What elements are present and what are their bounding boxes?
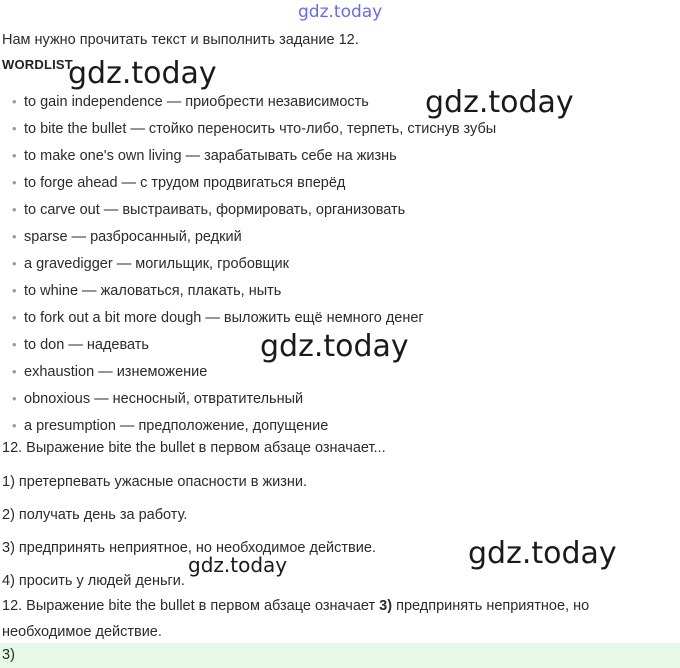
option-1: 1) претерпевать ужасные опасности в жизни. bbox=[2, 474, 308, 490]
watermark: gdz.today bbox=[425, 85, 574, 120]
watermark: gdz.today bbox=[68, 56, 217, 91]
list-item: • to whine — жаловаться, плакать, ныть bbox=[0, 280, 496, 307]
bullet-icon: • bbox=[12, 229, 17, 244]
list-item: • obnoxious — несносный, отвратительный bbox=[0, 388, 496, 415]
intro-text: Нам нужно прочитать текст и выполнить задание 12. bbox=[2, 32, 359, 48]
bullet-icon: • bbox=[12, 175, 17, 190]
answer-continuation: необходимое действие. bbox=[2, 624, 162, 640]
bullet-icon: • bbox=[12, 391, 17, 406]
bullet-icon: • bbox=[12, 310, 17, 325]
list-item: • to don — надевать bbox=[0, 334, 496, 361]
watermark: gdz.today bbox=[260, 329, 409, 364]
bullet-icon: • bbox=[12, 94, 17, 109]
list-item: • to carve out — выстраивать, формировать, организовать bbox=[0, 199, 496, 226]
bullet-icon: • bbox=[12, 121, 17, 136]
list-item: • to bite the bullet — стойко переносить что-либо, терпеть, стиснув зубы bbox=[0, 118, 496, 145]
final-answer-box bbox=[0, 643, 680, 668]
list-item: • sparse — разбросанный, редкий bbox=[0, 226, 496, 253]
final-answer: 3) bbox=[2, 647, 15, 663]
list-item: • a gravedigger — могильщик, гробовщик bbox=[0, 253, 496, 280]
option-2: 2) получать день за работу. bbox=[2, 507, 188, 523]
answer-statement: 12. Выражение bite the bullet в первом абзаце означает 3) предпринять неприятное, но bbox=[2, 598, 590, 614]
watermark: gdz.today bbox=[298, 2, 383, 22]
bullet-icon: • bbox=[12, 418, 17, 433]
list-item: • to forge ahead — с трудом продвигаться вперёд bbox=[0, 172, 496, 199]
list-item: • to make one's own living — зарабатывать себе на жизнь bbox=[0, 145, 496, 172]
watermark: gdz.today bbox=[468, 536, 617, 571]
wordlist-heading: WORDLIST bbox=[2, 57, 73, 72]
bullet-icon: • bbox=[12, 148, 17, 163]
bullet-icon: • bbox=[12, 364, 17, 379]
list-item: • a presumption — предположение, допущение bbox=[0, 415, 496, 442]
bullet-icon: • bbox=[12, 337, 17, 352]
list-item: • to gain independence — приобрести независимость bbox=[0, 91, 496, 118]
bullet-icon: • bbox=[12, 283, 17, 298]
bullet-icon: • bbox=[12, 256, 17, 271]
bullet-icon: • bbox=[12, 202, 17, 217]
option-3: 3) предпринять неприятное, но необходимое действие. bbox=[2, 540, 376, 556]
wordlist bbox=[0, 91, 496, 442]
question-text: 12. Выражение bite the bullet в первом абзаце означает... bbox=[2, 440, 386, 456]
answer-number: 3) bbox=[379, 598, 393, 614]
list-item: • exhaustion — изнеможение bbox=[0, 361, 496, 388]
list-item: • to fork out a bit more dough — выложить ещё немного денег bbox=[0, 307, 496, 334]
option-4: 4) просить у людей деньги. bbox=[2, 573, 185, 589]
watermark: gdz.today bbox=[188, 553, 288, 577]
